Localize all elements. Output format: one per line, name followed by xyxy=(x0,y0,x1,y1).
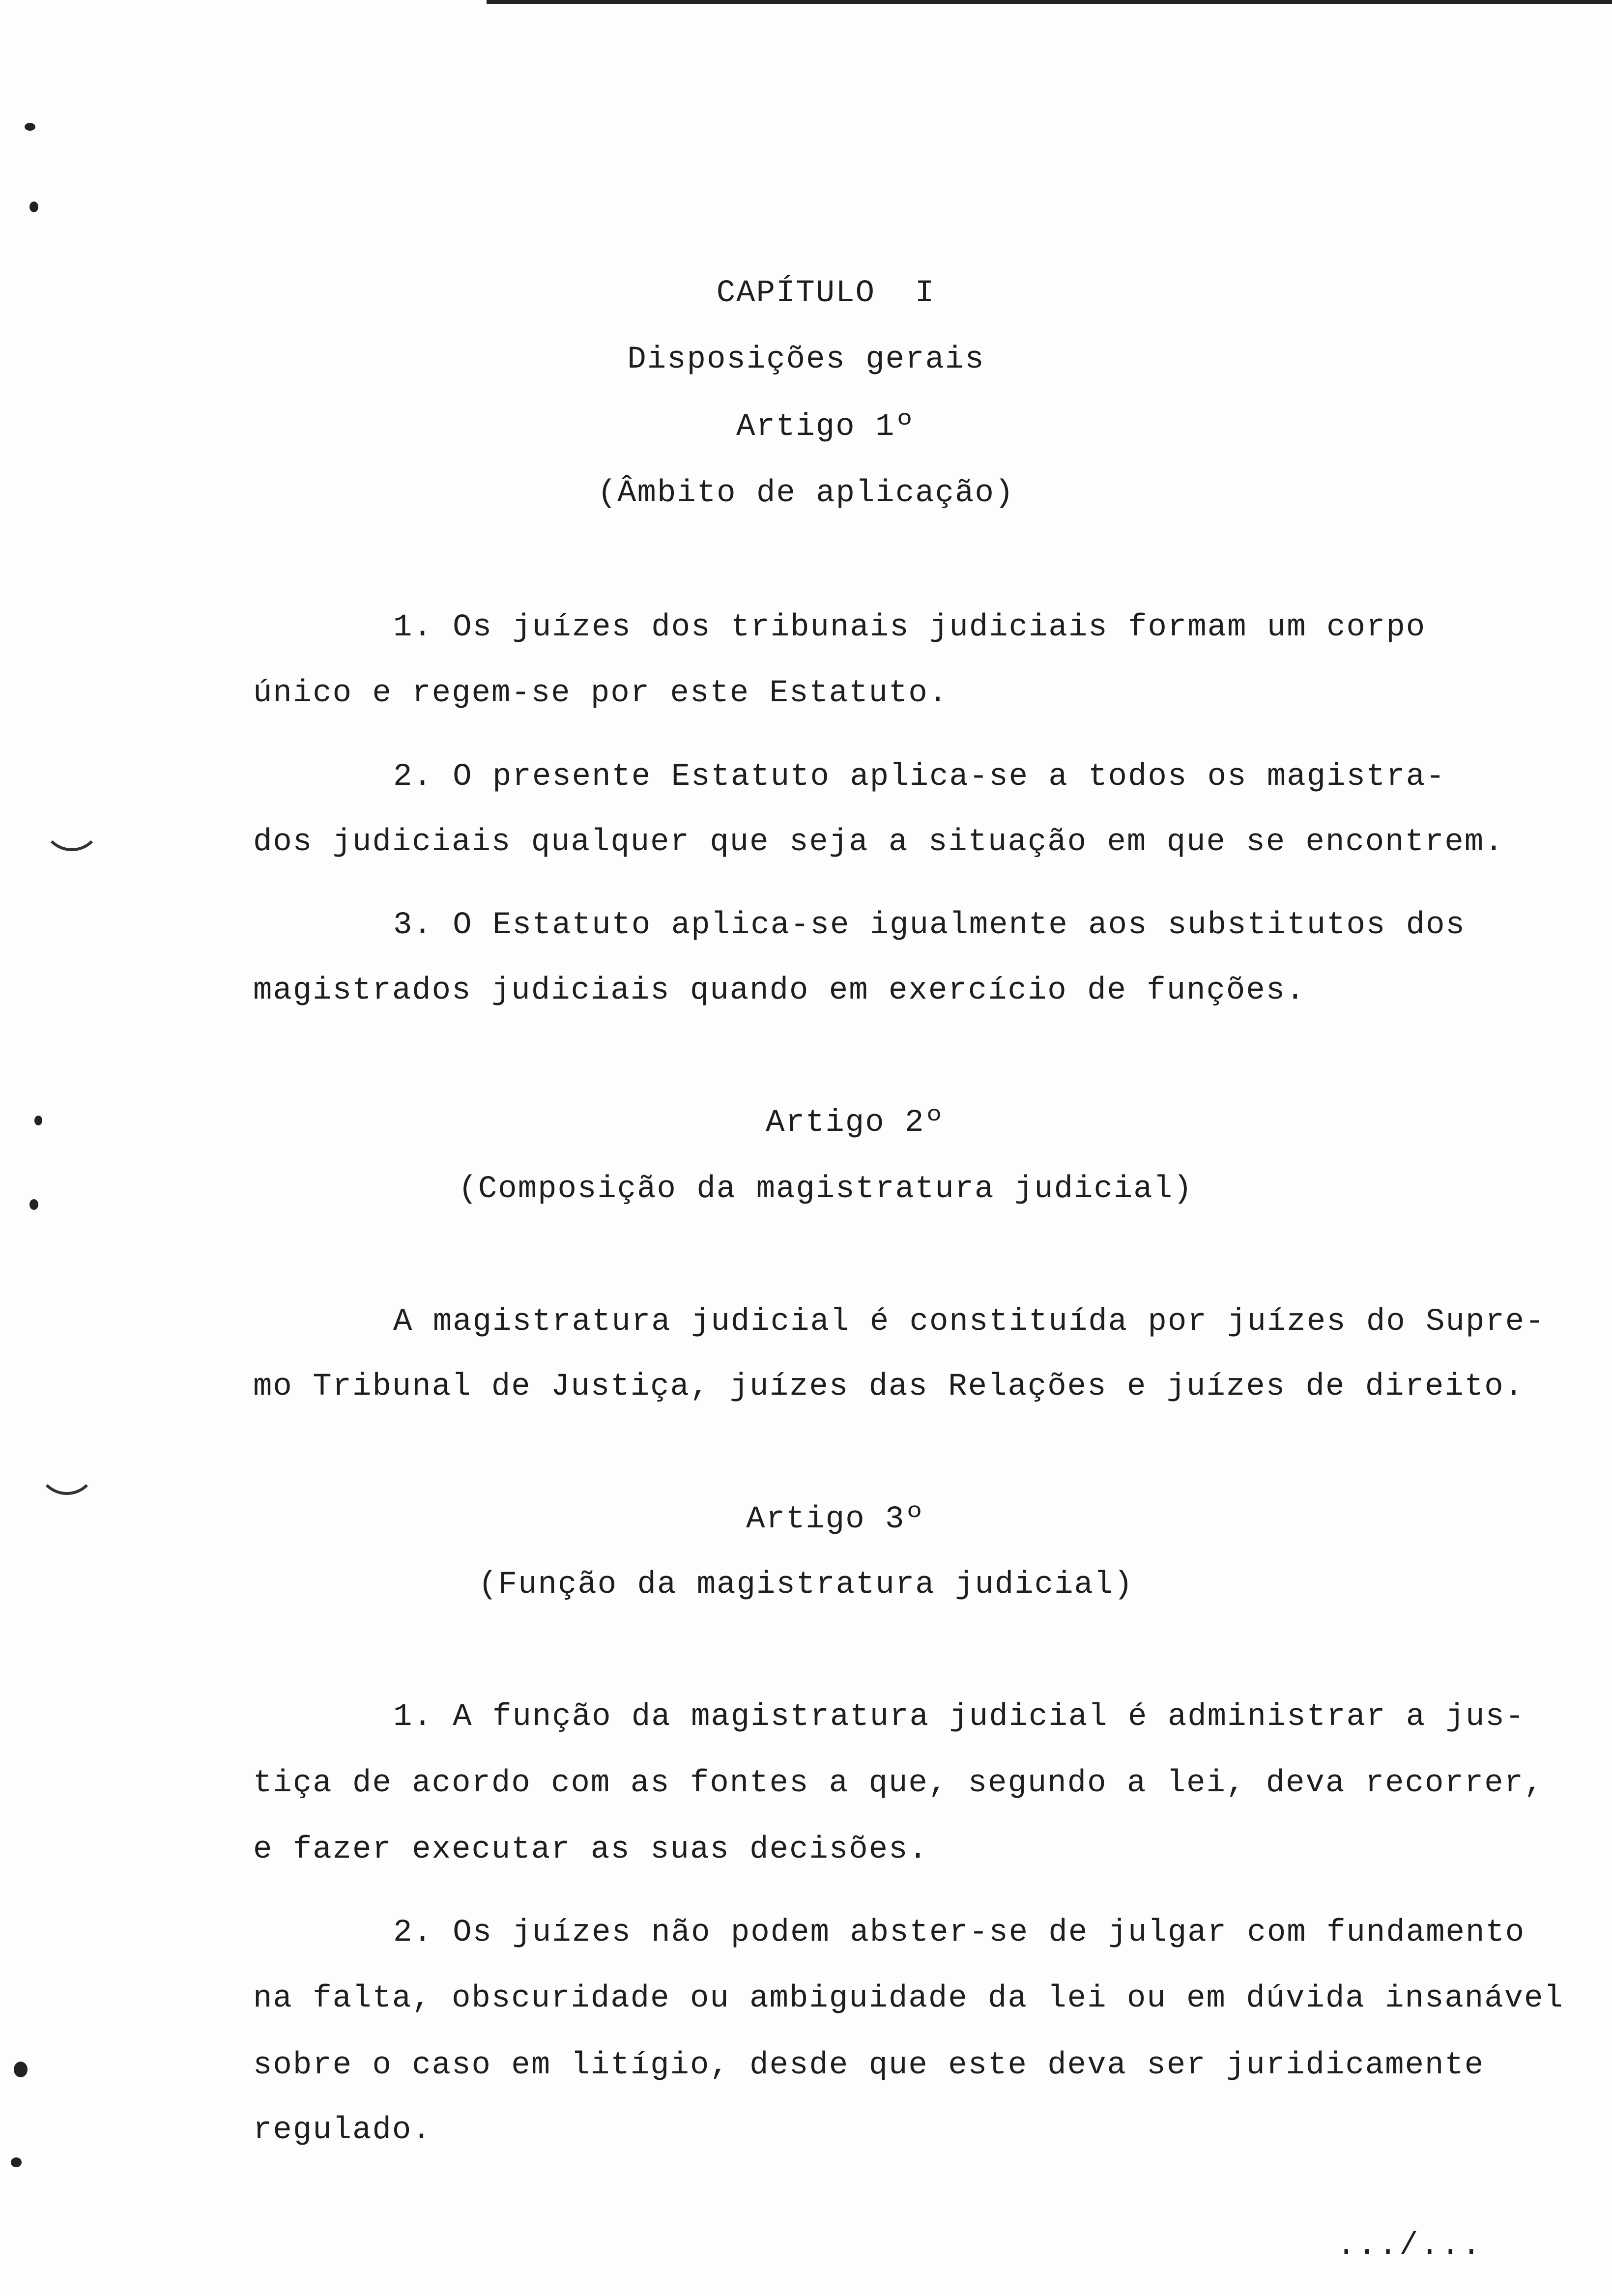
article-1-line: 3. O Estatuto aplica-se igualmente aos substitutos dos xyxy=(393,908,1466,943)
article-3-line: 2. Os juízes não podem abster-se de julgar com fundamento xyxy=(393,1915,1526,1951)
article-2-title: Artigo 2º xyxy=(766,1105,945,1141)
article-1-line: único e regem-se por este Estatuto. xyxy=(253,676,949,711)
scan-speck xyxy=(25,123,35,131)
article-3-line: regulado. xyxy=(253,2113,432,2148)
article-2-line: A magistratura judicial é constituída por juízes do Supre- xyxy=(393,1304,1545,1340)
chapter-title: CAPÍTULO I xyxy=(716,276,935,311)
article-3-line: 1. A função da magistratura judicial é administrar a jus- xyxy=(393,1699,1526,1735)
chapter-subtitle: Disposições gerais xyxy=(627,342,985,377)
article-3-line: na falta, obscuridade ou ambiguidade da lei ou em dúvida insanável xyxy=(253,1981,1564,2016)
scan-arc xyxy=(42,791,102,851)
article-1-line: 1. Os juízes dos tribunais judiciais formam um corpo xyxy=(393,610,1426,645)
article-3-subtitle: (Função da magistratura judicial) xyxy=(478,1567,1134,1603)
article-3-line: tiça de acordo com as fontes a que, segundo a lei, deva recorrer, xyxy=(253,1766,1544,1801)
article-1-line: magistrados judiciais quando em exercício de funções. xyxy=(253,973,1306,1008)
article-1-subtitle: (Âmbito de aplicação) xyxy=(597,476,1015,511)
article-3-line: e fazer executar as suas decisões. xyxy=(253,1832,928,1867)
article-3-line: sobre o caso em litígio, desde que este deva ser juridicamente xyxy=(253,2048,1485,2083)
scan-arc xyxy=(37,1435,97,1495)
article-1-title: Artigo 1º xyxy=(736,409,915,445)
article-1-line: dos judiciais qualquer que seja a situação em que se encontrem. xyxy=(253,825,1504,860)
scan-speck xyxy=(11,2157,22,2167)
scan-speck xyxy=(29,201,38,212)
continuation-mark: .../... xyxy=(1337,2228,1483,2264)
article-1-line: 2. O presente Estatuto aplica-se a todos os magistra- xyxy=(393,759,1446,795)
article-2-subtitle: (Composição da magistratura judicial) xyxy=(458,1172,1193,1207)
article-3-title: Artigo 3º xyxy=(746,1502,925,1537)
top-rule xyxy=(487,0,1612,4)
article-2-line: mo Tribunal de Justiça, juízes das Relações e juízes de direito. xyxy=(253,1369,1524,1405)
punch-hole xyxy=(14,2062,28,2077)
